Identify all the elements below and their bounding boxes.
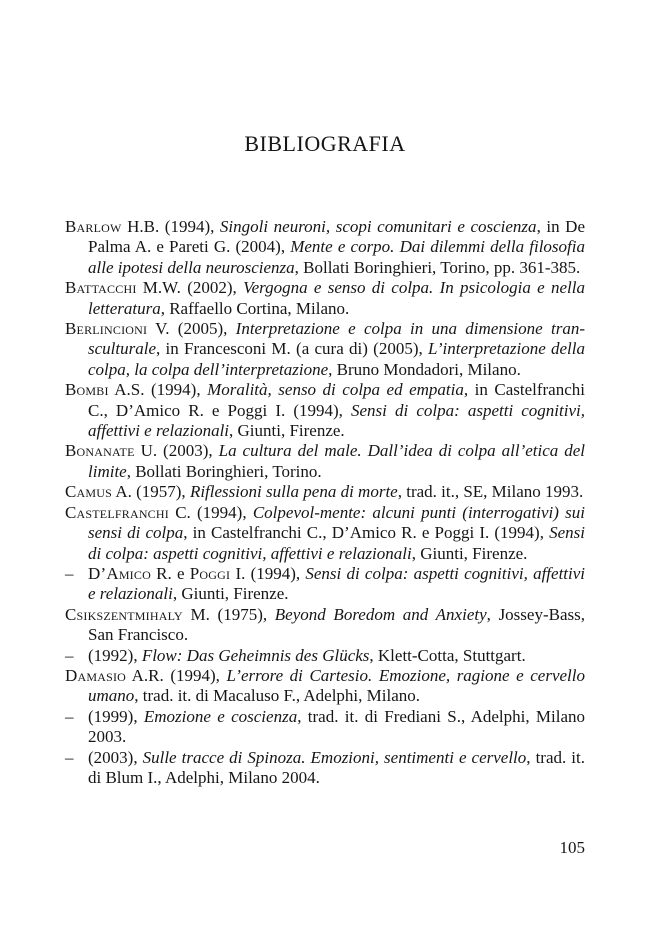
entry-text-segment: Vergogna e senso di colpa. In psicologia e nella letteratura xyxy=(88,278,585,318)
entry-text-segment: La cultura del male. Dall’idea di colpa all’etica del limite xyxy=(88,441,585,481)
entry-text-segment: D’Amico xyxy=(88,563,151,583)
entry-text-segment: Bonanate xyxy=(65,441,135,461)
entry-text-segment: (2003), xyxy=(88,747,143,767)
text-block xyxy=(65,131,585,788)
entry-text-segment: Singoli neuroni, scopi comunitari e coscienza xyxy=(219,217,537,236)
entry-text-segment: Battacchi xyxy=(65,278,137,298)
bibliography-entry xyxy=(65,748,585,789)
entry-text-segment: Berlincioni xyxy=(65,319,148,339)
bibliography-entry xyxy=(65,441,585,482)
entry-text-segment: A.R. (1994), xyxy=(126,665,227,685)
entry-text-segment: L’errore di Cartesio. Emozione, ragione e cervello umano xyxy=(88,665,585,706)
entry-text-segment: Csikszentmihaly xyxy=(65,604,183,624)
entry-text-segment: , in Castelfranchi C., D’Amico R. e Poggi I. (1994), xyxy=(88,380,586,420)
entry-text-segment: Moralità, senso di colpa ed empatia xyxy=(207,380,464,400)
entry-text-segment: , Klett-Cotta, Stuttgart. xyxy=(369,645,526,665)
entry-text-segment: , Bollati Boringhieri, Torino. xyxy=(126,461,322,481)
entry-text-segment: Beyond Boredom and Anxiety xyxy=(274,604,487,624)
entry-text-segment: L’interpretazione della colpa, la colpa dell’interpretazione xyxy=(88,339,586,379)
entry-text-segment: Interpretazione e colpa in una dimensione transculturale xyxy=(88,319,585,359)
entry-text-segment: , in Francesconi M. (a cura di) (2005), xyxy=(156,339,429,359)
repeat-author-dash: – xyxy=(65,706,74,726)
entry-text-segment: , Giunti, Firenze. xyxy=(229,421,345,441)
entry-text-segment: Damasio xyxy=(65,665,127,685)
repeat-author-dash: – xyxy=(65,645,74,665)
entry-text-segment: , trad. it., SE, Milano 1993. xyxy=(397,482,584,502)
bibliography-entry xyxy=(65,646,585,666)
entry-text-segment: R. e xyxy=(150,563,190,583)
entry-text-segment: U. (2003), xyxy=(134,441,219,461)
entry-text-segment: , in Castelfranchi C., D’Amico R. e Poggi I. (1994), xyxy=(183,523,550,543)
bibliography-entry xyxy=(65,380,585,441)
entry-text-segment: I. (1994), xyxy=(230,563,306,583)
bibliography-entry xyxy=(65,319,585,380)
repeat-author-dash: – xyxy=(65,563,74,583)
entry-text-segment: , in De Palma A. e Pareti G. (2004), xyxy=(88,217,585,257)
entry-text-segment: M. (1975), xyxy=(182,604,275,624)
entry-text-segment: , Giunti, Firenze. xyxy=(172,584,289,604)
entry-text-segment: Castelfranchi xyxy=(65,502,169,522)
bibliography-entry xyxy=(65,217,585,278)
bibliography-entry xyxy=(65,666,585,707)
entry-text-segment: C. (1994), xyxy=(168,502,253,522)
entry-text-segment: Camus xyxy=(65,482,113,502)
bibliography-entry xyxy=(65,564,585,605)
entry-text-segment: Barlow xyxy=(65,217,122,236)
bibliography-entry xyxy=(65,605,585,646)
entry-text-segment: Mente e corpo. Dai dilemmi della filosofia alle ipotesi della neuroscienza xyxy=(88,237,585,277)
bibliography-entry xyxy=(65,707,585,748)
entry-text-segment: (1992), xyxy=(88,645,142,665)
entry-text-segment: , Jossey-Bass, San Francisco. xyxy=(88,604,585,645)
entry-text-segment: Riflessioni sulla pena di morte xyxy=(189,482,398,502)
entry-text-segment: Flow: Das Geheimnis des Glücks xyxy=(141,645,370,665)
entry-text-segment: Sensi di colpa: aspetti cognitivi, affettivi e relazionali xyxy=(88,563,586,604)
entry-text-segment: M.W. (2002), xyxy=(136,278,244,298)
entry-text-segment: , Bollati Boringhieri, Torino, pp. 361-385. xyxy=(294,257,581,277)
entry-text-segment: Sensi di colpa: aspetti cognitivi, affettivi e relazionali xyxy=(88,400,585,441)
page-title: BIBLIOGRAFIA xyxy=(244,131,406,156)
entry-text-segment: , trad. it. di Macaluso F., Adelphi, Milano. xyxy=(134,686,421,706)
bibliography-entry xyxy=(65,482,585,502)
entry-text-segment: , Giunti, Firenze. xyxy=(411,543,528,563)
bibliography-entry xyxy=(65,503,585,564)
entry-text-segment: Sensi di colpa: aspetti cognitivi, affettivi e relazionali xyxy=(88,523,585,563)
entry-text-segment: Colpevol-mente: alcuni punti (interrogativi) sui sensi di colpa xyxy=(88,502,585,543)
entry-text-segment: (1999), xyxy=(88,706,144,726)
entry-text-segment: Poggi xyxy=(189,563,231,583)
entry-text-segment: , trad. it. di Frediani S., Adelphi, Milano 2003. xyxy=(88,706,586,747)
entry-text-segment: , Bruno Mondadori, Milano. xyxy=(328,359,521,379)
entry-text-segment: Emozione e coscienza xyxy=(143,706,298,726)
bibliography-entry xyxy=(65,278,585,319)
repeat-author-dash: – xyxy=(65,747,74,767)
entry-text-segment: V. (2005), xyxy=(147,319,236,339)
entry-text-segment: H.B. (1994), xyxy=(121,217,220,236)
bibliography-list xyxy=(65,217,585,788)
entry-text-segment: Bombi xyxy=(65,380,109,400)
page-number: 105 xyxy=(559,838,585,857)
entry-text-segment: A.S. (1994), xyxy=(108,380,208,400)
entry-text-segment: Sulle tracce di Spinoza. Emozioni, sentimenti e cervello xyxy=(142,747,527,767)
entry-text-segment: , trad. it. di Blum I., Adelphi, Milano 2004. xyxy=(88,747,585,787)
entry-text-segment: A. (1957), xyxy=(112,482,190,502)
entry-text-segment: , Raffaello Cortina, Milano. xyxy=(160,298,350,318)
